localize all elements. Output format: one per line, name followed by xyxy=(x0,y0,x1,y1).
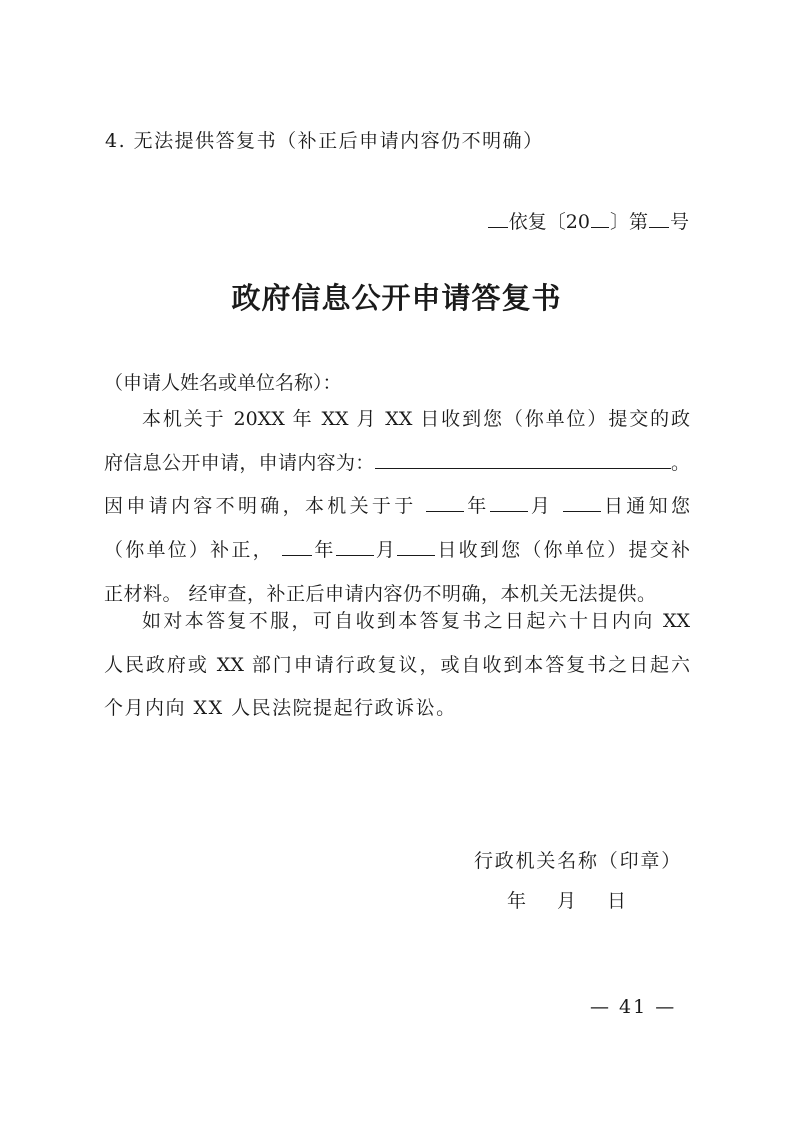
paragraph-2-line-3: 个月内向 XX 人民法院提起行政诉讼。 xyxy=(104,697,457,719)
paragraph-2-line-2: 人民政府或 XX 部门申请行政复议，或自收到本答复书之日起六 xyxy=(104,654,690,676)
paragraph-1-line-4 xyxy=(104,535,690,562)
doc-number-part3: 号 xyxy=(669,211,689,233)
notify-text: 因申请内容不明确，本机关于于 xyxy=(104,495,417,517)
doc-number-blank-seq xyxy=(649,210,669,228)
doc-number-part1: 依复〔20 xyxy=(508,211,590,233)
notify-day-blank xyxy=(563,494,601,512)
signature-date: 年 月 日 xyxy=(507,890,633,912)
doc-number-blank-year xyxy=(591,210,609,228)
document-title: 政府信息公开申请答复书 xyxy=(231,281,562,315)
request-content-suffix: 。 xyxy=(670,452,690,474)
page-number: — 41 — xyxy=(590,996,677,1018)
notify-month-label: 月 xyxy=(527,495,554,517)
salutation: （申请人姓名或单位名称）： xyxy=(104,372,342,394)
received-day-blank xyxy=(397,538,435,556)
section-heading: 4. 无法提供答复书（补正后申请内容仍不明确） xyxy=(105,130,544,152)
notify-day-label: 日通知您 xyxy=(600,495,690,517)
paragraph-1-line-3 xyxy=(104,491,690,518)
request-content-blank xyxy=(375,451,671,469)
paragraph-2 xyxy=(104,606,690,719)
notify-month-blank xyxy=(490,494,528,512)
document-number xyxy=(487,207,689,234)
signature-org: 行政机关名称（印章） xyxy=(474,850,683,872)
correction-text: （你单位）补正， xyxy=(104,539,274,561)
paragraph-1-line-2 xyxy=(104,448,690,475)
notify-year-blank xyxy=(426,494,464,512)
paragraph-1-line-1: 本机关于 20XX 年 XX 月 XX 日收到您（你单位）提交的政 xyxy=(142,408,690,430)
doc-number-part2: 〕第 xyxy=(609,211,648,233)
request-content-label: 府信息公开申请，申请内容为： xyxy=(104,452,375,474)
paragraph-2-line-1: 如对本答复不服，可自收到本答复书之日起六十日内向 XX xyxy=(142,610,690,632)
doc-number-blank-prefix xyxy=(488,210,508,228)
received-day-label: 日收到您（你单位）提交补 xyxy=(435,539,690,561)
notify-year-label: 年 xyxy=(463,495,490,517)
received-year-blank xyxy=(282,538,312,556)
paragraph-1-line-5: 正材料。 经审查，补正后申请内容仍不明确，本机关无法提供。 xyxy=(104,583,657,605)
received-month-blank xyxy=(336,538,374,556)
received-year-label: 年 xyxy=(312,539,336,561)
paragraph-1 xyxy=(104,404,690,605)
received-month-label: 月 xyxy=(373,539,398,561)
